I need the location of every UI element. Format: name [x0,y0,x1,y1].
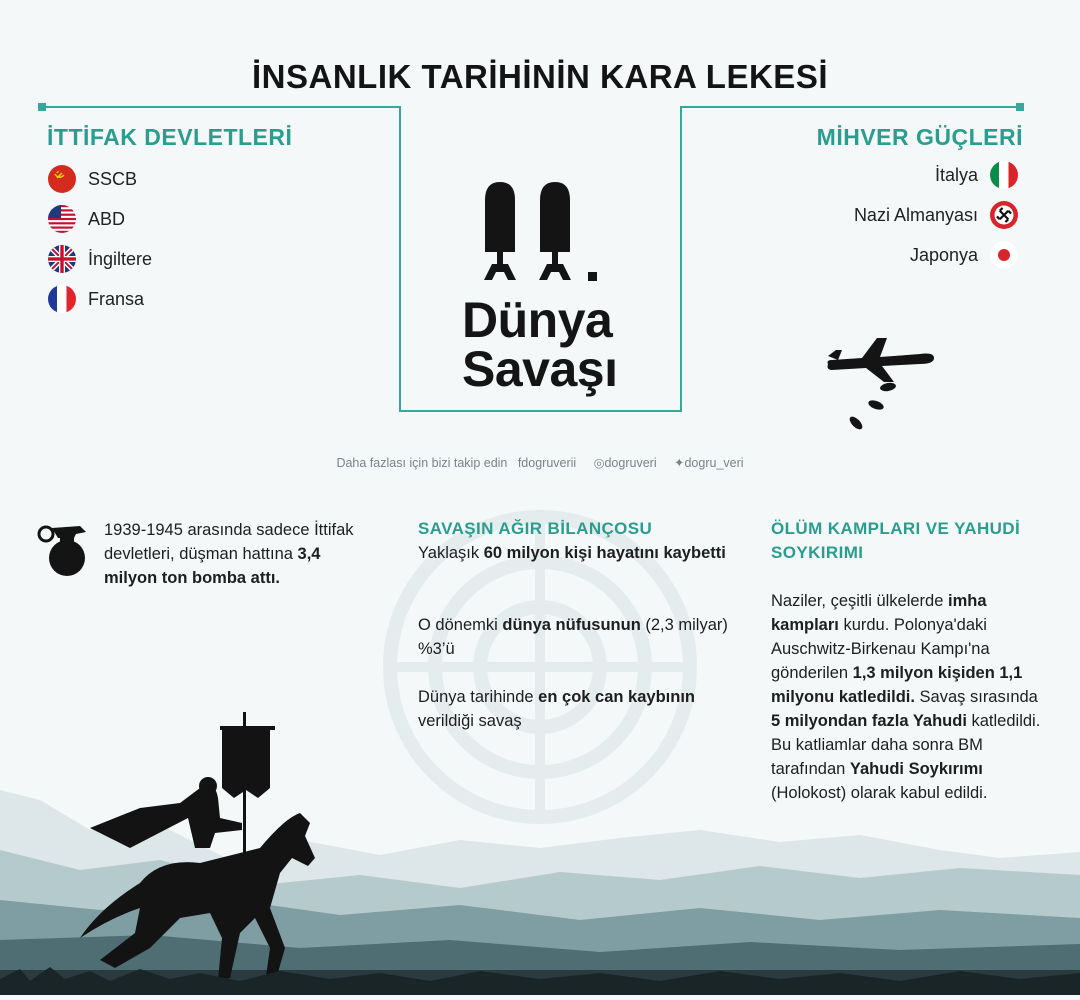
center-frame-left-line [399,106,401,412]
facebook-icon[interactable]: f [517,456,522,470]
camps-highlight: 1,3 milyon kişiden 1,1 milyonu katledildi. [771,664,1023,706]
country-item-sscb [48,165,137,193]
country-label: Nazi Almanyası [853,204,978,225]
horseman-silhouette [70,708,330,1000]
center-frame-right-line [680,106,682,412]
instagram-icon[interactable]: ◎ [593,456,605,470]
center-frame-bottom-line [399,410,682,412]
page-title: İNSANLIK TARİHİNİN KARA LEKESİ [252,58,828,95]
facebook-handle[interactable]: dogruverii [521,456,577,470]
follow-text: Daha fazlası için bizi takip edin [336,456,508,470]
france-flag-icon [48,285,76,313]
camps-text: Naziler, çeşitli ülkelerde [771,592,948,610]
uk-flag-icon [48,245,76,273]
camps-highlight: Yahudi Soykırımı [849,760,983,778]
country-item-italya [718,161,1018,189]
world-war-title-line1: Dünya [462,292,613,348]
toll-text: Yaklaşık [418,544,484,562]
country-item-abd [48,205,125,233]
axis-heading: MİHVER GÜÇLERİ [816,124,1023,150]
toll-text: O dönemki [418,616,503,634]
country-label: Fransa [88,288,145,309]
camps-text: katledildi. Bu katliamlar daha sonra BM tarafından [771,712,1041,778]
allies-heading: İTTİFAK DEVLETLERİ [47,124,293,150]
toll-text: (2,3 milyar) %3’ü [418,616,728,658]
camps-text: (Holokost) olarak kabul edildi. [771,784,988,802]
country-label: ABD [88,208,126,229]
toll-paragraph-2 [418,613,733,661]
country-item-fransa [48,285,144,313]
grenade-icon [36,522,94,583]
country-label: İtalya [934,164,978,185]
country-label: İngiltere [88,248,153,269]
soviet-flag-icon [48,165,76,193]
toll-paragraph-3 [418,685,748,733]
world-war-title-line2: Savaşı [462,341,618,397]
toll-text: verildiği savaş [418,712,522,730]
camps-highlight: 5 milyondan fazla Yahudi [771,712,967,730]
left-frame-top-line [42,106,400,108]
toll-highlight: dünya nüfusunun [502,616,641,634]
camps-highlight: imha kampları [771,592,987,634]
toll-highlight: 60 milyon kişi hayatını kaybetti [483,544,726,562]
usa-flag-icon [48,205,76,233]
bomb-icon [480,180,600,295]
italy-flag-icon [990,161,1018,189]
left-frame-dot [38,103,46,111]
country-label: SSCB [88,168,138,189]
toll-heading: SAVAŞIN AĞIR BİLANÇOSU [418,519,653,538]
country-label: Japonya [909,244,978,265]
bombs-paragraph [104,518,364,590]
toll-text: Dünya tarihinde [418,688,539,706]
right-frame-dot [1016,103,1024,111]
swastika-flag-icon [990,201,1018,229]
camps-heading: ÖLÜM KAMPLARI VE YAHUDİ SOYKIRIMI [771,519,1021,562]
right-frame-top-line [680,106,1022,108]
instagram-handle[interactable]: dogruveri [604,456,657,470]
follow-bar [0,455,1080,470]
japan-flag-icon [990,241,1018,269]
camps-text: kurdu. Polonya'daki Auschwitz-Birkenau Kampı'na gönderilen [771,616,990,682]
twitter-handle[interactable]: dogru_veri [684,456,744,470]
toll-paragraph-1 [418,541,733,565]
country-item-ingiltere [48,245,152,273]
country-item-japonya [718,241,1018,269]
twitter-icon[interactable]: ✦ [673,456,685,470]
camps-text: Savaş sırasında [914,688,1038,706]
airplane-icon [822,330,942,445]
toll-highlight: en çok can kaybının [538,688,695,706]
country-item-nazi-almanyasi [718,201,1018,229]
bombs-highlight: 3,4 milyon ton bomba attı. [104,545,321,587]
bombs-text: 1939-1945 arasında sadece İttifak devletleri, düşman hattına [104,521,354,563]
